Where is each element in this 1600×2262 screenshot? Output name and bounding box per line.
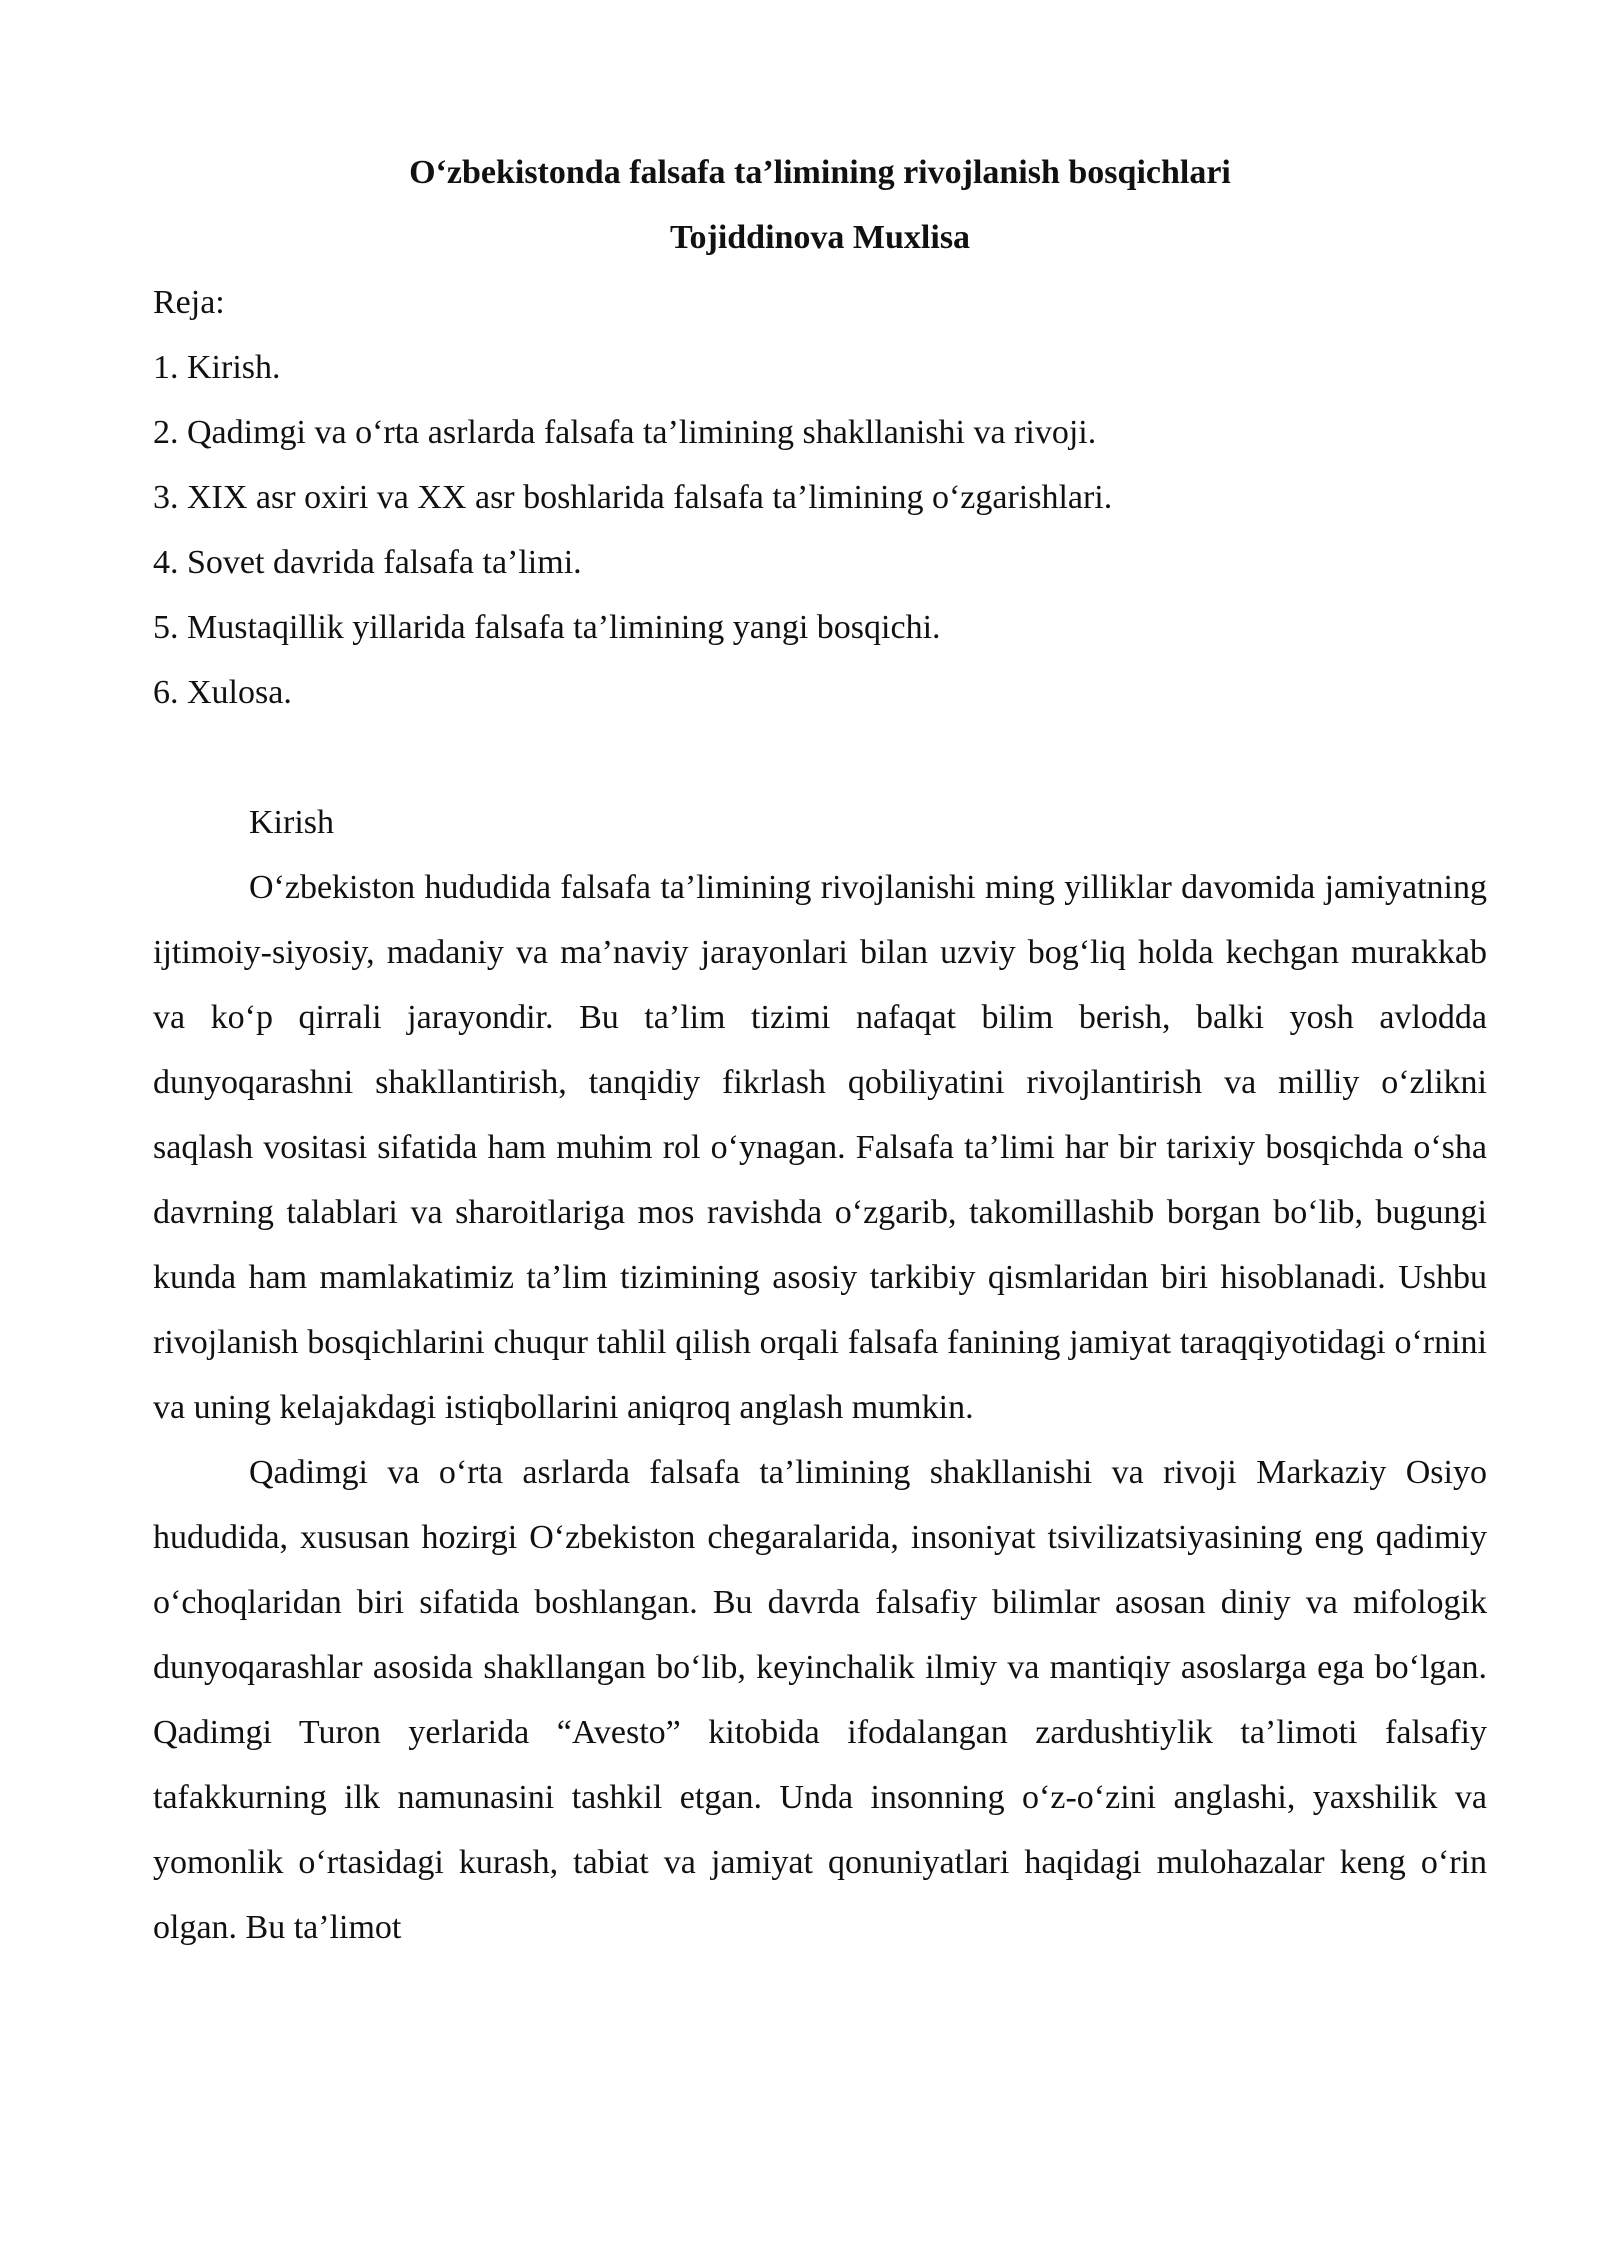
plan-item: 5. Mustaqillik yillarida falsafa ta’limining yangi bosqichi.	[153, 609, 941, 646]
section-heading: Kirish	[249, 804, 334, 841]
plan-list	[153, 335, 1487, 725]
document-author: Tojiddinova Muxlisa	[669, 219, 971, 256]
plan-heading: Reja:	[153, 284, 225, 321]
plan-item: 1. Kirish.	[153, 349, 281, 386]
plan-item: 3. XIX asr oxiri va XX asr boshlarida falsafa ta’limining o‘zgarishlari.	[153, 479, 1113, 516]
blank-line	[153, 725, 1487, 790]
page-content	[153, 140, 1487, 1960]
document-title: O‘zbekistonda falsafa ta’limining rivojlanish bosqichlari	[409, 154, 1231, 191]
plan-item: 2. Qadimgi va o‘rta asrlarda falsafa ta’limining shakllanishi va rivoji.	[153, 414, 1097, 451]
body-paragraph: O‘zbekiston hududida falsafa ta’limining rivojlanishi ming yilliklar davomida jamiyatning ijtimoiy-siyosiy, madaniy va ma’naviy jarayonlari bilan uzviy bog‘liq holda kechgan murakkab va ko‘p qirrali jarayondir. Bu ta’lim tizimi nafaqat bilim berish, balki yosh avlodda dunyoqarashni shakllantirish, tanqidiy fikrlash qobiliyatini rivojlantirish va milliy o‘zlikni saqlash vositasi sifatida ham muhim rol o‘ynagan. Falsafa ta’limi har bir tarixiy bosqichda o‘sha davrning talablari va sharoitlariga mos ravishda o‘zgarib, takomillashib borgan bo‘lib, bugungi kunda ham mamlakatimiz ta’lim tizimining asosiy tarkibiy qismlaridan biri hisoblanadi. Ushbu rivojlanish bosqichlarini chuqur tahlil qilish orqali falsafa fanining jamiyat taraqqiyotidagi o‘rnini va uning kelajakdagi istiqbollarini aniqroq anglash mumkin.	[153, 869, 1487, 1426]
plan-item: 6. Xulosa.	[153, 674, 292, 711]
body-paragraph: Qadimgi va o‘rta asrlarda falsafa ta’limining shakllanishi va rivoji Markaziy Osiyo hududida, xususan hozirgi O‘zbekiston chegaralarida, insoniyat tsivilizatsiyasining eng qadimiy o‘choqlaridan biri sifatida boshlangan. Bu davrda falsafiy bilimlar asosan diniy va mifologik dunyoqarashlar asosida shakllangan bo‘lib, keyinchalik ilmiy va mantiqiy asoslarga ega bo‘lgan. Qadimgi Turon yerlarida “Avesto” kitobida ifodalangan zardushtiylik ta’limoti falsafiy tafakkurning ilk namunasini tashkil etgan. Unda insonning o‘z-o‘zini anglashi, yaxshilik va yomonlik o‘rtasidagi kurash, tabiat va jamiyat qonuniyatlari haqidagi mulohazalar keng o‘rin olgan. Bu ta’limot	[153, 1454, 1487, 1946]
plan-item: 4. Sovet davrida falsafa ta’limi.	[153, 544, 582, 581]
